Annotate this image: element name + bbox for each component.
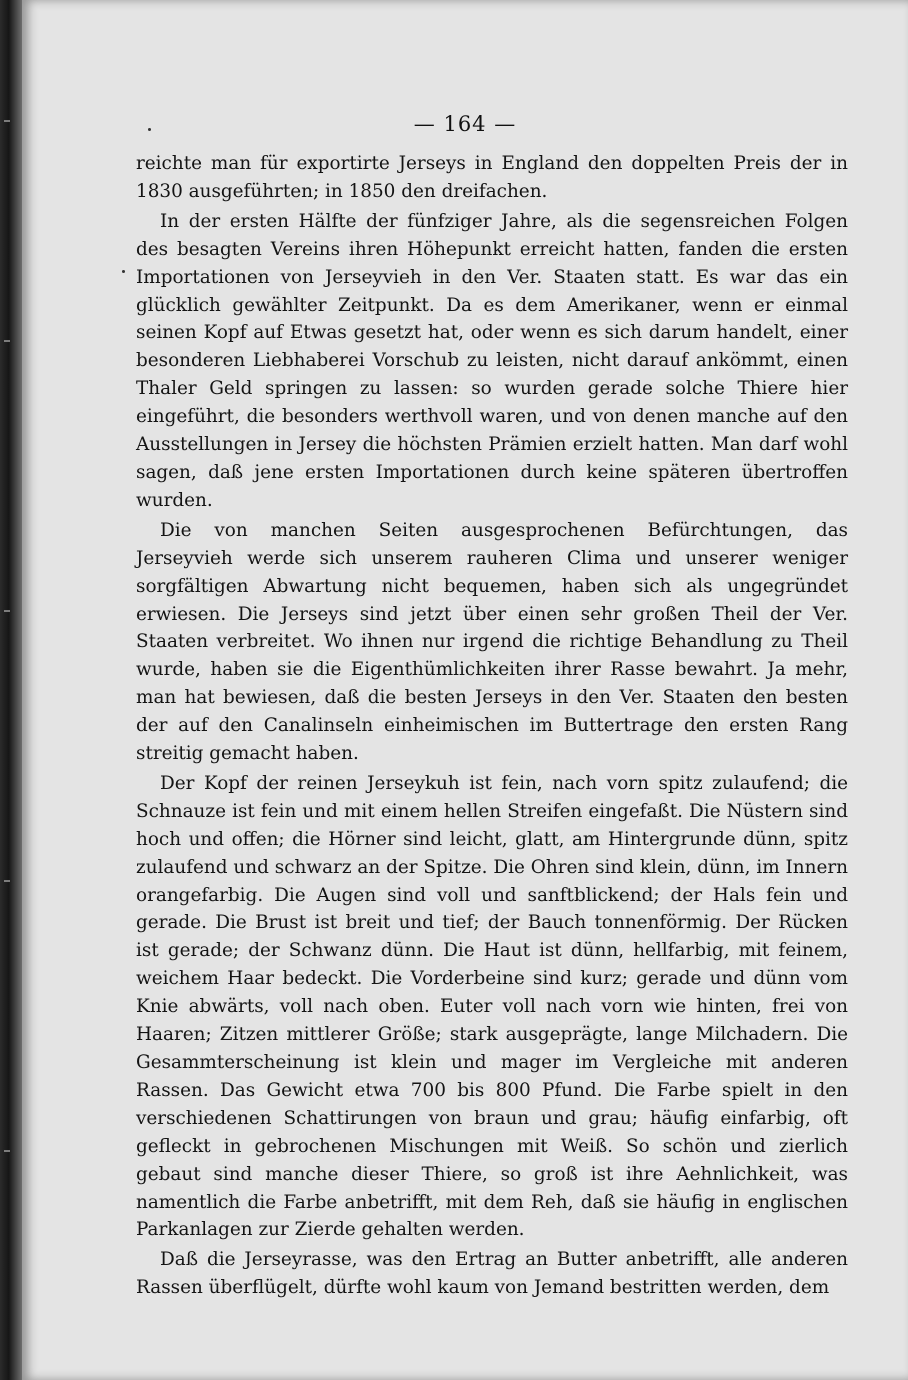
paragraph-continuation: reichte man für exportirte Jerseys in England den doppelten Preis der in 1830 ausgeführten; in 1850 den dreifachen. (136, 153, 848, 202)
paragraph: Daß die Jerseyrasse, was den Ertrag an Butter anbetrifft, alle anderen Rassen überflügelt, dürfte wohl kaum von Jemand bestritten werden, dem (136, 1249, 848, 1299)
paragraph: Der Kopf der reinen Jerseykuh ist fein, nach vorn spitz zulaufend; die Schnauze ist fein und mit einem hellen Streifen eingefaßt. Die Nüstern sind hoch und offen; die Hörner sind leicht, glatt, am Hintergrunde dünn, spitz zulaufend und schwarz an der Spitze. Die Ohren sind klein, dünn, im Innern orangefarbig. Die Augen sind voll und sanftblickend; der Hals fein und gerade. Die Brust ist breit und tief; der Bauch tonnenförmig. Der Rücken ist gerade; der Schwanz dünn. Die Haut ist dünn, hellfarbig, mit feinem, weichem Haar bedeckt. Die Vorderbeine sind kurz; gerade und dünn vom Knie abwärts, voll nach oben. Euter voll nach vorn wie hinten, frei von Haaren; Zitzen mittlerer Größe; stark ausgeprägte, lange Milchadern. Die Gesammterscheinung ist klein und mager im Vergleiche mit anderen Rassen. Das Gewicht etwa 700 bis 800 Pfund. Die Farbe spielt in den verschiedenen Schattirungen von braun und grau; häufig einfarbig, oft gefleckt in gebrochenen Mischungen mit Weiß. So schön und zierlich gebaut sind manche dieser Thiere, so groß ist ihre Aehnlichkeit, was namentlich die Farbe anbetrifft, mit dem Reh, daß sie häufig in englischen Parkanlagen zur Zierde gehalten werden. (136, 772, 848, 1241)
stray-mark (148, 128, 151, 131)
book-page (22, 0, 908, 1380)
scan-border (0, 0, 22, 1380)
paragraph: Die von manchen Seiten ausgesprochenen Befürchtungen, das Jerseyvieh werde sich unserem rauheren Clima und unserer weniger sorgfältigen Abwartung nicht bequemen, haben sich als ungegründet erwiesen. Die Jerseys sind jetzt über einen sehr großen Theil der Ver. Staaten verbreitet. Wo ihnen nur irgend die richtige Behandlung zu Theil wurde, haben sie die Eigenthümlichkeiten ihrer Rasse bewahrt. Ja mehr, man hat bewiesen, daß die besten Jerseys in den Ver. Staaten den besten der auf den Canalinseln einheimischen im Buttertrage den ersten Rang streitig gemacht haben. (136, 519, 848, 765)
body-text (136, 150, 848, 1304)
page-number-header: — 164 — (413, 112, 517, 136)
paragraph: In der ersten Hälfte der fünfziger Jahre, als die segensreichen Folgen des besagten Vereins ihren Höhepunkt erreicht hatten, fanden die ersten Importationen von Jerseyvieh in den Ver. Staaten statt. Es war das ein glücklich gewählter Zeitpunkt. Da es dem Amerikaner, wenn er einmal seinen Kopf auf Etwas gesetzt hat, oder wenn es sich darum handelt, einer besonderen Liebhaberei Vorschub zu leisten, nicht darauf ankömmt, einen Thaler Geld springen zu lassen: so wurden gerade solche Thiere hier eingeführt, die besonders werthvoll waren, und von denen manche auf den Ausstellungen in Jersey die höchsten Prämien erzielt hatten. Man darf wohl sagen, daß jene ersten Importationen durch keine späteren übertroffen wurden. (136, 210, 848, 511)
stray-mark (122, 270, 125, 273)
